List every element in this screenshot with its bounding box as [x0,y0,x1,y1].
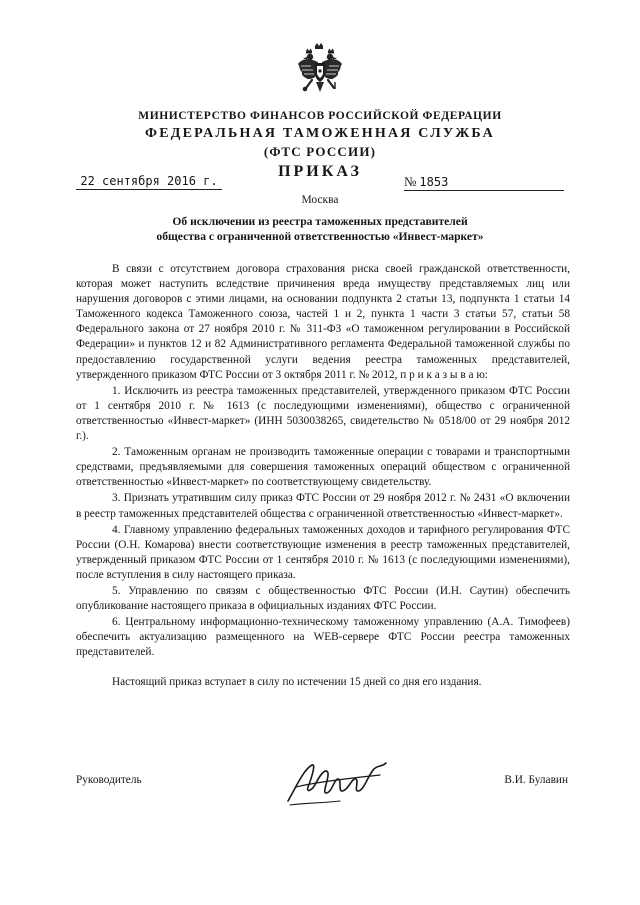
order-item: 3. Признать утратившим силу приказ ФТС России от 29 ноября 2012 г. № 2431 «О включении в реестр таможенных представителей общества с ограниченной ответственностью «Инвест-маркет». [76,492,570,520]
service-abbreviation: (ФТС РОССИИ) [263,144,377,159]
order-number-field [404,174,564,191]
order-item: 1. Исключить из реестра таможенных представителей, утвержденного приказом ФТС России от 1 сентября 2010 г. № 1613 (с последующими изменениями), общество с ограниченной ответственностью «Инвест-маркет» (ИНН 5030038265, свидетельство № 0518/00 от 29 ноября 2012 г.). [76,384,570,443]
signatory-role: Руководитель [76,774,142,786]
order-item: 4. Главному управлению федеральных таможенных доходов и тарифного регулирования ФТС России (О.Н. Комарова) внести соответствующие изменения в реестр таможенных представителей, утвержденный приказом ФТС России от 1 сентября 2010 г. № 1613 (с последующими изменениями), после вступления в силу настоящего приказа. [76,523,570,581]
issue-city: Москва [301,194,339,206]
order-item: 2. Таможенным органам не производить таможенные операции с товарами и транспортными средствами, предъявляемыми для совершения таможенных операций обществом с ограниченной ответственностью «Инвест-маркет» по соответствующему свидетельству. [76,446,570,489]
order-date: 22 сентября 2016 г. [76,174,222,190]
handwritten-signature-icon [282,757,392,809]
order-item: 6. Центральному информационно-техническому таможенному управлению (А.А. Тимофеев) обеспечить актуализацию размещенного на WEB-сервере ФТС России реестра таможенных представителей. [76,616,570,659]
double-headed-eagle-icon [296,42,344,98]
order-title-line: Об исключении из реестра таможенных представителей [172,215,468,228]
signatory-name: В.И. Булавин [504,774,568,786]
service-name: ФЕДЕРАЛЬНАЯ ТАМОЖЕННАЯ СЛУЖБА [145,126,495,141]
order-title-line: общества с ограниченной ответственностью «Инвест-маркет» [156,230,484,243]
document-type: ПРИКАЗ [278,163,362,180]
effective-date-clause: Настоящий приказ вступает в силу по истечении 15 дней со дня его издания. [112,676,482,689]
ministry-name: МИНИСТЕРСТВО ФИНАНСОВ РОССИЙСКОЙ ФЕДЕРАЦИИ [138,110,502,122]
order-title [0,214,640,244]
order-item: 5. Управлению по связям с общественностью ФТС России (И.Н. Саутин) обеспечить опубликование настоящего приказа в официальных изданиях ФТС России. [76,584,570,613]
order-number: 1853 [419,175,449,189]
preamble-paragraph: В связи с отсутствием договора страхования риска своей гражданской ответственности, которая может наступить вследствие причинения вреда имуществу представляемых лиц или нарушения договоров с этими лицами, на основании подпункта 2 статьи 13, подпункта 1 статьи 14 Таможенного кодекса Таможенного союза, частей 1 и 2, пункта 1 части 3 статьи 57, статьи 58 Федерального закона от 27 ноября 2010 г. № 311-ФЗ «О таможенном регулировании в Российской Федерации» и пунктов 12 и 82 Административного регламента Федеральной таможенной службы по предоставлению государственной услуги ведения реестра таможенных представителей, утвержденного приказом ФТС России от 3 октября 2011 г. № 2012, п р и к а з ы в а ю: [76,263,570,381]
order-body [76,262,570,691]
order-number-label: № [404,174,417,189]
